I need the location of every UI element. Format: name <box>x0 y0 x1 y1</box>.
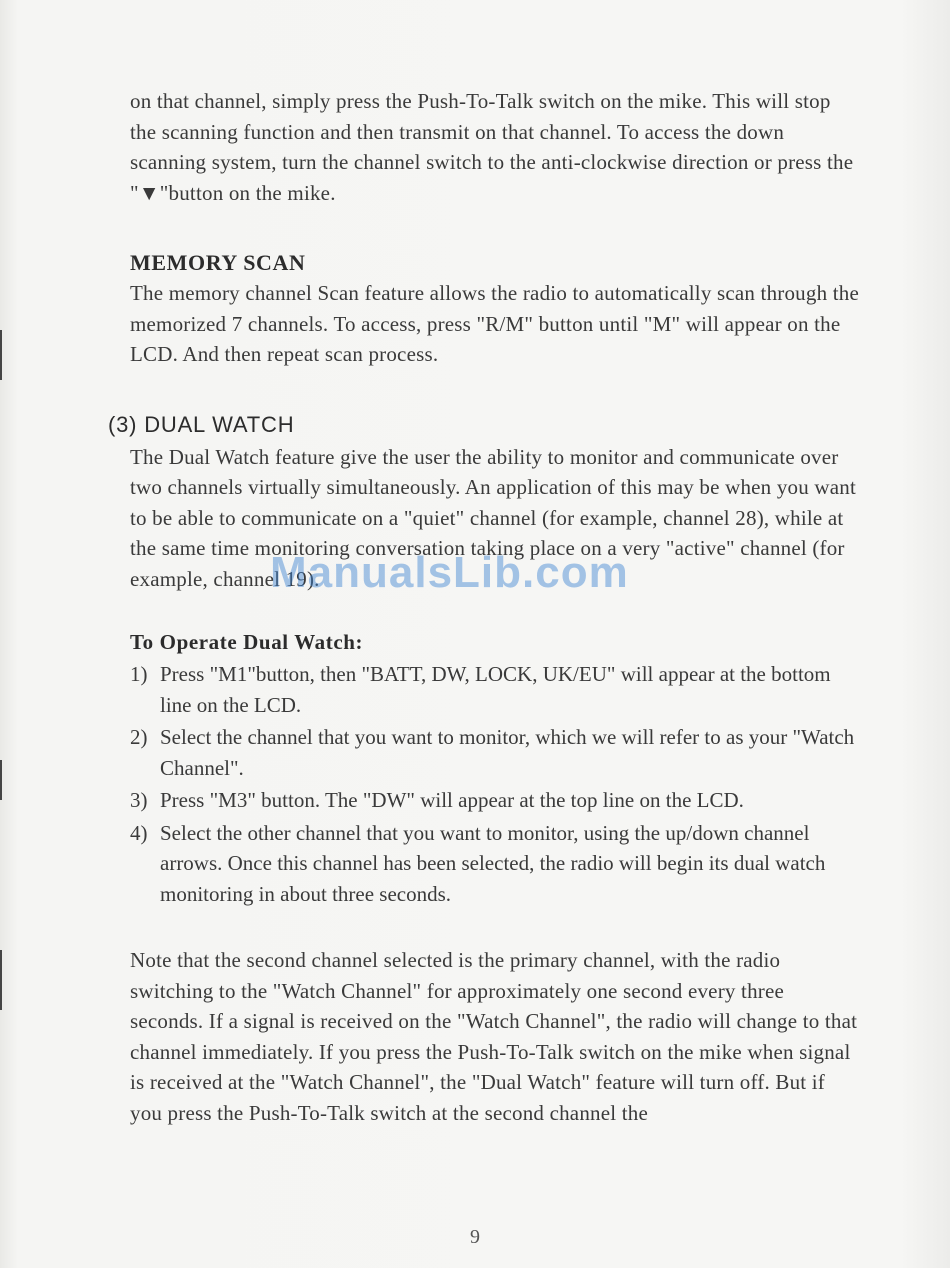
list-item <box>130 722 860 783</box>
page-number: 9 <box>470 1226 480 1248</box>
dual-watch-paragraph: The Dual Watch feature give the user the ability to monitor and communicate over two channels virtually simultaneously. An application of this may be when you want to be able to communicate on a "quiet" channel (for example, channel 28), while at the same time monitoring conversation taking place on a very "active" channel (for example, channel 19). <box>130 444 856 591</box>
step-text: Select the channel that you want to monitor, which we will refer to as your "Watch Channel". <box>160 725 855 780</box>
step-number: 2) <box>130 725 148 749</box>
page-edge-mark <box>0 760 2 800</box>
operate-dual-watch-heading: To Operate Dual Watch: <box>130 630 364 654</box>
step-text: Press "M3" button. The "DW" will appear at the top line on the LCD. <box>160 788 744 812</box>
step-text: Select the other channel that you want to monitor, using the up/down channel arrows. Once this channel has been selected, the radio will begin its dual watch monitoring in about three seconds. <box>160 820 826 906</box>
dual-watch-heading: (3) DUAL WATCH <box>108 411 295 437</box>
memory-scan-paragraph: The memory channel Scan feature allows the radio to automatically scan through the memorized 7 channels. To access, press "R/M" button until "M" will appear on the LCD. And then repeat scan process. <box>130 281 859 366</box>
page-edge-mark <box>0 330 2 380</box>
list-item <box>130 818 860 910</box>
memory-scan-heading: MEMORY SCAN <box>130 250 306 275</box>
list-item <box>130 659 860 720</box>
page-edge-mark <box>0 950 2 1010</box>
step-text: Press "M1"button, then "BATT, DW, LOCK, UK/EU" will appear at the bottom line on the LCD. <box>160 662 831 717</box>
step-number: 1) <box>130 662 148 686</box>
operate-steps-list <box>130 659 860 909</box>
page-content <box>108 86 860 1128</box>
list-item <box>130 785 860 816</box>
intro-paragraph: on that channel, simply press the Push-To-Talk switch on the mike. This will stop the scanning function and then transmit on that channel. To access the down scanning system, turn the channel switch to the anti-clockwise direction or press the "▼"button on the mike. <box>130 89 854 205</box>
step-number: 3) <box>130 788 148 812</box>
step-number: 4) <box>130 820 148 845</box>
note-paragraph: Note that the second channel selected is the primary channel, with the radio switching to the "Watch Channel" for approximately one second every three seconds. If a signal is received on the "Watch Channel", the radio will change to that channel immediately. If you press the Push-To-Talk switch on the mike when signal is received at the "Watch Channel", the "Dual Watch" feature will turn off. But if you press the Push-To-Talk switch at the second channel the <box>130 948 858 1125</box>
watermark-logo: ManualsLib.com <box>270 548 629 597</box>
